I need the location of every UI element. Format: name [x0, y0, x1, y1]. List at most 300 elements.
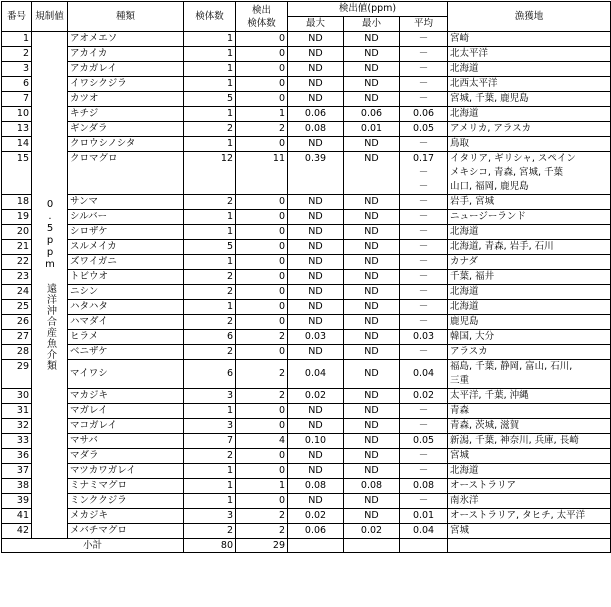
detected-count: 0: [236, 494, 288, 509]
min-value: ND: [344, 210, 400, 225]
row-number: 30: [2, 389, 32, 404]
max-value: 0.04: [288, 360, 344, 389]
min-value: ND: [344, 240, 400, 255]
subtotal-row: [2, 539, 611, 553]
max-value: 0.06: [288, 107, 344, 122]
detected-count: 2: [236, 360, 288, 389]
row-number: 13: [2, 122, 32, 137]
area-line: 南氷洋: [450, 495, 479, 506]
subtotal-label: 小計: [2, 539, 184, 553]
avg-value-line: －: [418, 33, 429, 44]
max-value: 0.02: [288, 509, 344, 524]
table-row: [2, 255, 611, 270]
row-number: 3: [2, 62, 32, 77]
table-row: [2, 195, 611, 210]
detected-count: 0: [236, 32, 288, 47]
species-name: マツカワガレイ: [68, 464, 184, 479]
min-value: ND: [344, 494, 400, 509]
area-cell: [448, 32, 611, 47]
avg-value-line: －: [418, 181, 429, 192]
table-row: [2, 47, 611, 62]
sample-count: 1: [184, 210, 236, 225]
header-avg: 平均: [400, 17, 448, 32]
min-value: 0.08: [344, 479, 400, 494]
area-cell: [448, 524, 611, 539]
row-number: 6: [2, 77, 32, 92]
min-value: 0.06: [344, 107, 400, 122]
sample-count: 2: [184, 524, 236, 539]
detected-count: 1: [236, 479, 288, 494]
avg-value: [400, 92, 448, 107]
table-row: [2, 122, 611, 137]
avg-value: [400, 449, 448, 464]
min-value: ND: [344, 77, 400, 92]
avg-value: [400, 47, 448, 62]
species-name: アカガレイ: [68, 62, 184, 77]
max-value: ND: [288, 315, 344, 330]
table-body: [2, 32, 611, 553]
table-row: [2, 137, 611, 152]
table-row: [2, 464, 611, 479]
avg-value-line: 0.03: [412, 331, 435, 342]
max-value: ND: [288, 195, 344, 210]
min-value: ND: [344, 345, 400, 360]
sample-count: 5: [184, 92, 236, 107]
avg-value-line: －: [418, 241, 429, 252]
min-value: ND: [344, 152, 400, 195]
area-cell: [448, 509, 611, 524]
sample-count: 5: [184, 240, 236, 255]
max-value: ND: [288, 77, 344, 92]
row-number: 2: [2, 47, 32, 62]
avg-value: [400, 122, 448, 137]
avg-value: [400, 32, 448, 47]
max-value: ND: [288, 300, 344, 315]
area-cell: [448, 225, 611, 240]
species-name: トビウオ: [68, 270, 184, 285]
avg-value-line: －: [418, 226, 429, 237]
row-number: 36: [2, 449, 32, 464]
max-value: 0.10: [288, 434, 344, 449]
sample-count: 3: [184, 419, 236, 434]
max-value: 0.08: [288, 122, 344, 137]
row-number: 18: [2, 195, 32, 210]
species-name: ヒラメ: [68, 330, 184, 345]
sample-count: 2: [184, 449, 236, 464]
detected-count: 0: [236, 255, 288, 270]
area-cell: [448, 122, 611, 137]
area-cell: [448, 389, 611, 404]
avg-value: [400, 300, 448, 315]
row-number: 41: [2, 509, 32, 524]
avg-value-line: －: [418, 48, 429, 59]
row-number: 20: [2, 225, 32, 240]
detected-count: 0: [236, 300, 288, 315]
row-number: 38: [2, 479, 32, 494]
detected-count: 0: [236, 270, 288, 285]
sample-count: 1: [184, 62, 236, 77]
area-line: 北海道, 青森, 岩手, 石川: [450, 241, 554, 252]
avg-value-line: 0.17: [412, 153, 435, 164]
area-line: 鹿児島: [450, 316, 479, 327]
max-value: 0.02: [288, 389, 344, 404]
avg-value: [400, 62, 448, 77]
area-line: 鳥取: [450, 138, 470, 149]
area-cell: [448, 419, 611, 434]
table-row: [2, 240, 611, 255]
avg-value: [400, 524, 448, 539]
species-name: マカジキ: [68, 389, 184, 404]
max-value: ND: [288, 255, 344, 270]
min-value: ND: [344, 434, 400, 449]
species-name: シロザケ: [68, 225, 184, 240]
species-name: カツオ: [68, 92, 184, 107]
avg-value-line: －: [418, 420, 429, 431]
area-cell: [448, 270, 611, 285]
sample-count: 2: [184, 122, 236, 137]
limit-label: 0.5ppm 遠洋沖合産魚介類: [32, 32, 68, 539]
detected-count: 0: [236, 315, 288, 330]
avg-value-line: 0.01: [412, 510, 435, 521]
avg-value-line: －: [418, 256, 429, 267]
row-number: 29: [2, 360, 32, 389]
table-row: [2, 330, 611, 345]
min-value: ND: [344, 270, 400, 285]
avg-value: [400, 152, 448, 195]
sample-count: 6: [184, 360, 236, 389]
avg-value-line: －: [418, 346, 429, 357]
header-max: 最大: [288, 17, 344, 32]
avg-value-line: －: [418, 93, 429, 104]
area-line: 太平洋, 千葉, 沖縄: [450, 390, 529, 401]
area-line: ニュージーランド: [450, 211, 526, 222]
header-area: 漁獲地: [448, 2, 611, 32]
avg-value: [400, 434, 448, 449]
species-name: ベニザケ: [68, 345, 184, 360]
detected-count: 0: [236, 225, 288, 240]
row-number: 26: [2, 315, 32, 330]
table-row: [2, 479, 611, 494]
header-detected-line1: 検出: [251, 4, 271, 16]
max-value: 0.03: [288, 330, 344, 345]
species-name: メカジキ: [68, 509, 184, 524]
avg-value: [400, 330, 448, 345]
area-line: 千葉, 福井: [450, 271, 495, 282]
avg-value-line: －: [418, 495, 429, 506]
row-number: 33: [2, 434, 32, 449]
table-row: [2, 494, 611, 509]
area-line: 岩手, 宮城: [450, 196, 495, 207]
table-row: [2, 285, 611, 300]
avg-value: [400, 107, 448, 122]
sample-count: 1: [184, 137, 236, 152]
avg-value: [400, 240, 448, 255]
max-value: 0.39: [288, 152, 344, 195]
avg-value-line: －: [418, 405, 429, 416]
area-cell: [448, 330, 611, 345]
species-name: マガレイ: [68, 404, 184, 419]
area-line: カナダ: [450, 256, 479, 267]
table-row: [2, 509, 611, 524]
avg-value: [400, 77, 448, 92]
avg-value-line: －: [418, 316, 429, 327]
row-number: 39: [2, 494, 32, 509]
sample-count: 2: [184, 195, 236, 210]
avg-value: [400, 255, 448, 270]
table-row: [2, 315, 611, 330]
table-row: [2, 419, 611, 434]
row-number: 24: [2, 285, 32, 300]
detected-count: 2: [236, 122, 288, 137]
area-line: 宮城: [450, 525, 470, 536]
row-number: 22: [2, 255, 32, 270]
area-cell: [448, 47, 611, 62]
avg-value: [400, 225, 448, 240]
species-name: アオメエソ: [68, 32, 184, 47]
area-line: 北西太平洋: [450, 78, 498, 89]
header-min: 最小: [344, 17, 400, 32]
area-line: 北海道: [450, 226, 479, 237]
max-value: ND: [288, 32, 344, 47]
max-value: ND: [288, 210, 344, 225]
avg-value: [400, 509, 448, 524]
row-number: 19: [2, 210, 32, 225]
avg-value: [400, 360, 448, 389]
area-line: 福島, 千葉, 静岡, 富山, 石川,: [450, 361, 573, 372]
avg-value: [400, 270, 448, 285]
table-row: [2, 270, 611, 285]
max-value: ND: [288, 494, 344, 509]
area-line: 韓国, 大分: [450, 331, 495, 342]
max-value: ND: [288, 464, 344, 479]
table-row: [2, 524, 611, 539]
area-line: 山口, 福岡, 鹿児島: [450, 181, 529, 192]
max-value: 0.08: [288, 479, 344, 494]
detected-count: 0: [236, 137, 288, 152]
area-line: 北海道: [450, 63, 479, 74]
species-name: ミナミマグロ: [68, 479, 184, 494]
area-cell: [448, 345, 611, 360]
area-cell: [448, 210, 611, 225]
area-line: 宮崎: [450, 33, 470, 44]
avg-value: [400, 389, 448, 404]
sample-count: 3: [184, 509, 236, 524]
area-cell: [448, 137, 611, 152]
table-row: [2, 92, 611, 107]
table-row: [2, 210, 611, 225]
sample-count: 1: [184, 77, 236, 92]
area-cell: [448, 404, 611, 419]
header-limit: 規制値: [32, 2, 68, 32]
row-number: 27: [2, 330, 32, 345]
table-row: [2, 449, 611, 464]
min-value: ND: [344, 137, 400, 152]
row-number: 10: [2, 107, 32, 122]
area-line: 北海道: [450, 301, 479, 312]
species-name: クロウシノシタ: [68, 137, 184, 152]
avg-value: [400, 419, 448, 434]
row-number: 25: [2, 300, 32, 315]
row-number: 28: [2, 345, 32, 360]
table-row: [2, 62, 611, 77]
table-row: [2, 360, 611, 389]
area-line: オーストラリア: [450, 480, 517, 491]
sample-count: 3: [184, 389, 236, 404]
species-name: キチジ: [68, 107, 184, 122]
area-cell: [448, 255, 611, 270]
max-value: ND: [288, 62, 344, 77]
min-value: ND: [344, 255, 400, 270]
area-line: オーストラリア, タヒチ, 太平洋: [450, 510, 586, 521]
area-cell: [448, 464, 611, 479]
detected-count: 0: [236, 210, 288, 225]
detected-count: 2: [236, 524, 288, 539]
avg-value-line: －: [418, 301, 429, 312]
area-cell: [448, 107, 611, 122]
min-value: ND: [344, 389, 400, 404]
max-value: ND: [288, 345, 344, 360]
species-name: マダラ: [68, 449, 184, 464]
min-value: ND: [344, 32, 400, 47]
avg-value-line: －: [418, 138, 429, 149]
results-table: [1, 1, 611, 553]
detected-count: 0: [236, 77, 288, 92]
sample-count: 1: [184, 47, 236, 62]
area-cell: [448, 195, 611, 210]
max-value: ND: [288, 285, 344, 300]
detected-count: 2: [236, 389, 288, 404]
min-value: ND: [344, 300, 400, 315]
species-name: ギンダラ: [68, 122, 184, 137]
avg-value-line: 0.04: [412, 525, 435, 536]
area-cell: [448, 360, 611, 389]
area-line: アメリカ, アラスカ: [450, 123, 532, 134]
area-line: 新潟, 千葉, 神奈川, 兵庫, 長崎: [450, 435, 579, 446]
min-value: ND: [344, 92, 400, 107]
row-number: 14: [2, 137, 32, 152]
row-number: 15: [2, 152, 32, 195]
detected-count: 0: [236, 464, 288, 479]
table-row: [2, 107, 611, 122]
max-value: ND: [288, 225, 344, 240]
detected-count: 2: [236, 330, 288, 345]
max-value: ND: [288, 137, 344, 152]
avg-value: [400, 464, 448, 479]
max-value: ND: [288, 240, 344, 255]
species-name: マサバ: [68, 434, 184, 449]
min-value: ND: [344, 195, 400, 210]
sample-count: 1: [184, 255, 236, 270]
area-cell: [448, 300, 611, 315]
min-value: ND: [344, 419, 400, 434]
species-name: シルバー: [68, 210, 184, 225]
area-line: 三重: [450, 375, 470, 386]
detected-count: 4: [236, 434, 288, 449]
sample-count: 1: [184, 494, 236, 509]
sample-count: 1: [184, 404, 236, 419]
detected-count: 1: [236, 107, 288, 122]
header-values-group: 検出値(ppm): [288, 2, 448, 17]
table-row: [2, 389, 611, 404]
avg-value: [400, 137, 448, 152]
species-name: ミンククジラ: [68, 494, 184, 509]
detected-count: 0: [236, 345, 288, 360]
species-name: クロマグロ: [68, 152, 184, 195]
area-line: 北海道: [450, 108, 479, 119]
table-row: [2, 434, 611, 449]
detected-count: 0: [236, 195, 288, 210]
species-name: スルメイカ: [68, 240, 184, 255]
area-cell: [448, 240, 611, 255]
max-value: ND: [288, 419, 344, 434]
row-number: 7: [2, 92, 32, 107]
max-value: ND: [288, 404, 344, 419]
avg-value-line: －: [418, 271, 429, 282]
avg-value: [400, 210, 448, 225]
min-value: ND: [344, 449, 400, 464]
table-row: [2, 404, 611, 419]
sample-count: 1: [184, 107, 236, 122]
species-name: メバチマグロ: [68, 524, 184, 539]
sample-count: 1: [184, 464, 236, 479]
min-value: ND: [344, 285, 400, 300]
table-row: [2, 77, 611, 92]
avg-value: [400, 494, 448, 509]
min-value: ND: [344, 404, 400, 419]
blank-avg: [400, 539, 448, 553]
avg-value-line: －: [418, 63, 429, 74]
min-value: ND: [344, 62, 400, 77]
min-value: ND: [344, 464, 400, 479]
detected-count: 0: [236, 240, 288, 255]
min-value: ND: [344, 509, 400, 524]
row-number: 31: [2, 404, 32, 419]
sample-count: 1: [184, 300, 236, 315]
avg-value-line: －: [418, 450, 429, 461]
min-value: ND: [344, 225, 400, 240]
avg-value-line: －: [418, 211, 429, 222]
min-value: ND: [344, 315, 400, 330]
avg-value-line: －: [418, 78, 429, 89]
sample-count: 2: [184, 285, 236, 300]
header-detected-line2: 検体数: [247, 17, 276, 29]
table-row: [2, 300, 611, 315]
min-value: 0.02: [344, 524, 400, 539]
avg-value-line: －: [418, 286, 429, 297]
avg-value: [400, 195, 448, 210]
area-line: 宮城: [450, 450, 470, 461]
species-name: サンマ: [68, 195, 184, 210]
table-row: [2, 225, 611, 240]
area-line: 北海道: [450, 465, 479, 476]
max-value: ND: [288, 92, 344, 107]
species-name: ニシン: [68, 285, 184, 300]
avg-value-line: 0.05: [412, 123, 435, 134]
sample-count: 6: [184, 330, 236, 345]
avg-value-line: 0.02: [412, 390, 435, 401]
area-line: メキシコ, 青森, 宮城, 千葉: [450, 167, 564, 178]
detected-count: 0: [236, 419, 288, 434]
area-line: アラスカ: [450, 346, 488, 357]
sample-count: 12: [184, 152, 236, 195]
avg-value: [400, 404, 448, 419]
table-row: [2, 345, 611, 360]
area-line: 青森, 茨城, 滋賀: [450, 420, 520, 431]
species-name: ハタハタ: [68, 300, 184, 315]
area-line: 北太平洋: [450, 48, 489, 59]
detected-count: 0: [236, 404, 288, 419]
sample-count: 2: [184, 315, 236, 330]
